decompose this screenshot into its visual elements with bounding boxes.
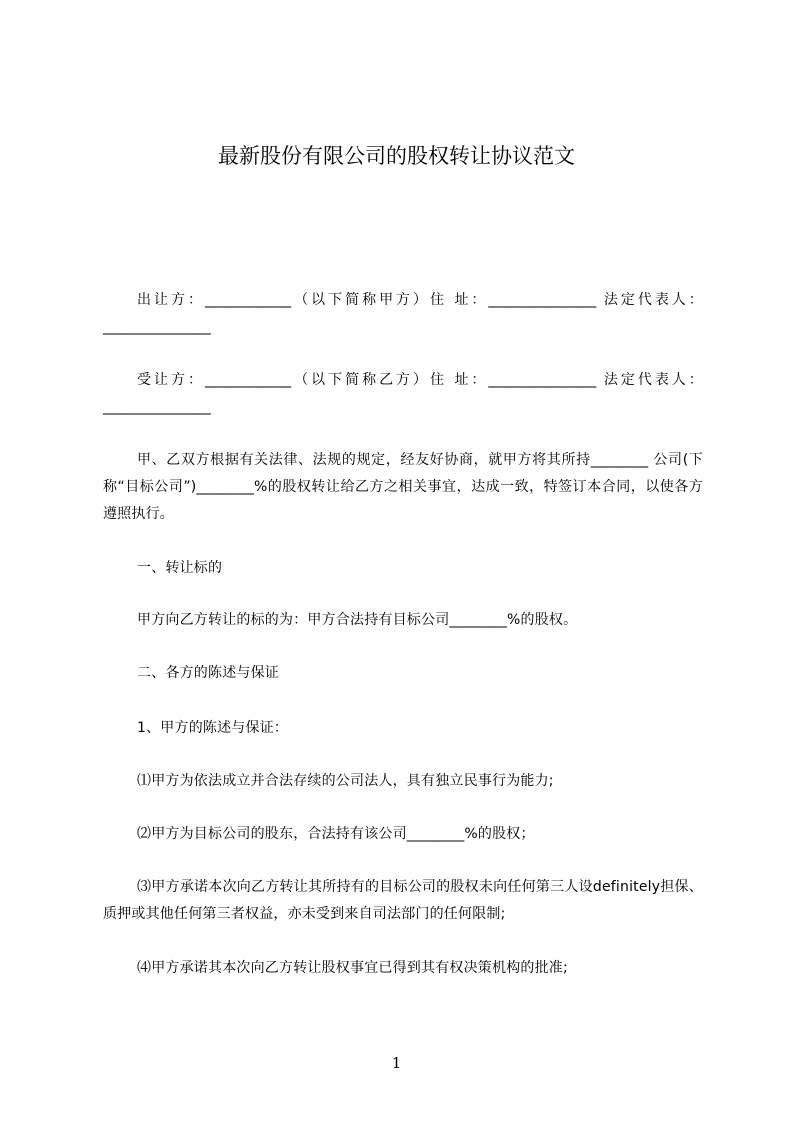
section-heading-representations: 二、各方的陈述与保证 — [137, 665, 279, 681]
representation-item-3: ⑶甲方承诺本次向乙方转让其所持有的目标公司的股权未向任何第三人设definitely担保、质押或其他任何第三者权益，亦未受到来自司法部门的任何限制; — [103, 879, 703, 922]
transferor-clause: 出让方：____________（以下简称甲方）住 址：_______________ 法定代表人：_______________ — [103, 292, 703, 335]
representation-item-2: ⑵甲方为目标公司的股东，合法持有该公司________%的股权； — [137, 826, 535, 842]
transferee-clause: 受让方：____________（以下简称乙方）住 址：_______________ 法定代表人：_______________ — [103, 372, 703, 415]
document-title: 最新股份有限公司的股权转让协议范文 — [218, 144, 575, 168]
subsection-heading-party-a: 1、甲方的陈述与保证： — [137, 720, 289, 736]
representation-item-1: ⑴甲方为依法成立并合法存续的公司法人，具有独立民事行为能力; — [137, 773, 554, 789]
transfer-subject-paragraph: 甲方向乙方转让的标的为：甲方合法持有目标公司________%的股权。 — [137, 612, 578, 628]
page-number: 1 — [391, 1054, 402, 1072]
section-heading-transfer-subject: 一、转让标的 — [137, 560, 223, 576]
representation-item-4: ⑷甲方承诺其本次向乙方转让股权事宜已得到其有权决策机构的批准; — [137, 960, 568, 976]
preamble-paragraph: 甲、乙双方根据有关法律、法规的规定，经友好协商，就甲方将其所持________ 公司(下称“目标公司”)________%的股权转让给乙方之相关事宜，达成一致，特签订本合同，以使各方遵照执行。 — [103, 452, 703, 522]
